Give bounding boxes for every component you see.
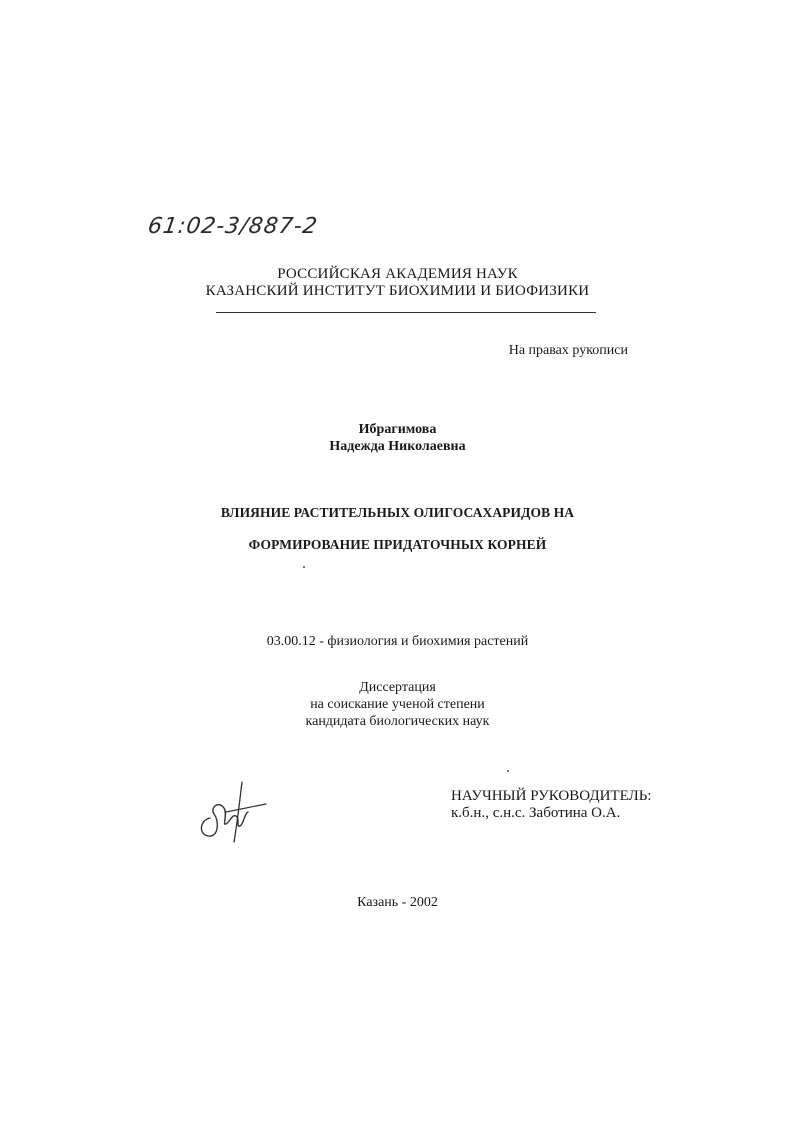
specialty-code: 03.00.12 - физиология и биохимия растений [266, 634, 529, 649]
degree-statement [0, 679, 795, 730]
scan-speck [507, 770, 509, 772]
degree-line-2: на соискание ученой степени [310, 697, 485, 712]
header-divider [216, 312, 596, 313]
degree-line-1: Диссертация [359, 680, 436, 695]
city-and-year: Казань - 2002 [357, 895, 438, 910]
institution-header [0, 266, 795, 300]
author-block [0, 421, 795, 455]
title-line-1: ВЛИЯНИЕ РАСТИТЕЛЬНЫХ ОЛИГОСАХАРИДОВ НА [220, 505, 575, 520]
author-given-names: Надежда Николаевна [329, 439, 466, 454]
manuscript-rights-note: На правах рукописи [508, 343, 628, 358]
dissertation-title [0, 497, 795, 561]
supervisor-name: к.б.н., с.н.с. Заботина О.А. [451, 805, 621, 821]
title-line-2: ФОРМИРОВАНИЕ ПРИДАТОЧНЫХ КОРНЕЙ [248, 537, 547, 552]
archive-number-handwritten: 61:02-3/887-2 [146, 214, 320, 239]
academy-name: РОССИЙСКАЯ АКАДЕМИЯ НАУК [277, 266, 518, 282]
scan-speck [303, 566, 305, 568]
author-surname: Ибрагимова [358, 422, 437, 437]
degree-line-3: кандидата биологических наук [305, 714, 490, 729]
supervisor-block [451, 788, 652, 822]
author-signature [196, 778, 268, 844]
institute-name: КАЗАНСКИЙ ИНСТИТУТ БИОХИМИИ И БИОФИЗИКИ [205, 283, 590, 299]
supervisor-label: НАУЧНЫЙ РУКОВОДИТЕЛЬ: [451, 788, 652, 804]
